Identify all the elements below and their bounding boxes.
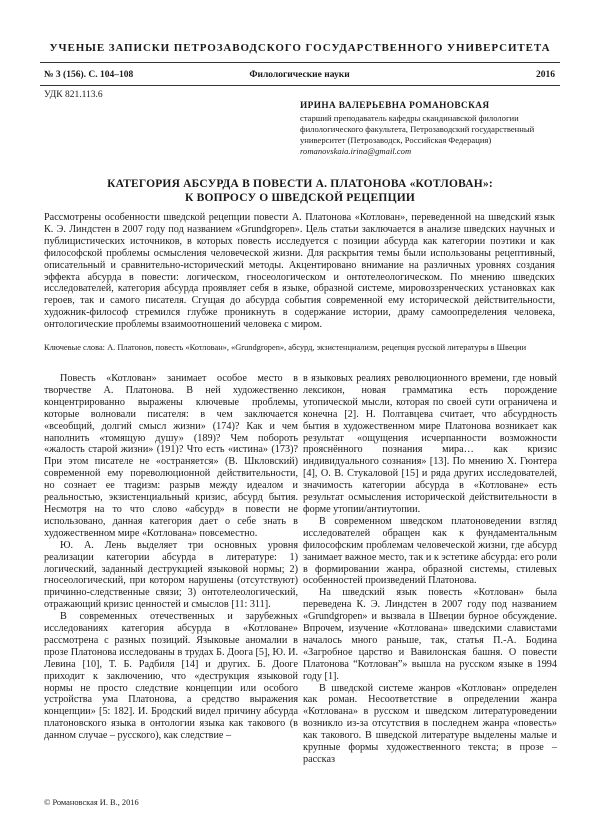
journal-title: УЧЕНЫЕ ЗАПИСКИ ПЕТРОЗАВОДСКОГО ГОСУДАРСТВЕННОГО УНИВЕРСИТЕТА bbox=[49, 42, 551, 54]
issue-year: 2016 bbox=[536, 70, 555, 80]
keywords: Ключевые слова: А. Платонов, повесть «Котлован», «Grundgropen», абсурд, экзистенциализм, рецепция русской литературы в Швеции bbox=[44, 343, 527, 352]
body-paragraph: Ю. А. Лень выделяет три основных уровня реализации категории абсурда в литературе: 1) логический, заданный деструкцией языковой нормы; 2) гносеологический, при котором нарушены (отсутствуют) причинно-следственные связи; 3) онтотелеологический, отражающий кризис ценностей и смыслов [11: 311]. bbox=[44, 539, 298, 611]
body-paragraph: В современных отечественных и зарубежных исследованиях категория абсурда в «Котловане» рассмотрена с разных позиций. Языковые аномалии в прозе Платонова исследованы в трудах Б. Доога [5], Ю. И. Левина [10], Т. Б. Радбиля [14] и других. Б. Дооге приходит к заключению, что «деструкция языковой нормы не просто следствие концепции или особого устройства ума Платонова, а средство выражения концепции» [5: 182]. И. Бродский видел причину абсурда платоновского языка в онтологии языка как такового (в данном случае – русского), как следствие – bbox=[44, 611, 298, 742]
author-affiliation: старший преподаватель кафедры скандинавской филологии филологического факультета, Петрозаводский государственный университет (Петрозаводск, Российская Федерация) bbox=[300, 113, 535, 145]
author-name: ИРИНА ВАЛЕРЬЕВНА РОМАНОВСКАЯ bbox=[300, 101, 490, 111]
header-rule-bottom bbox=[40, 85, 560, 86]
body-column-right bbox=[303, 373, 557, 766]
body-column-left bbox=[44, 373, 298, 742]
header-rule-top bbox=[40, 62, 560, 63]
author-email[interactable]: romanovskaia.irina@gmail.com bbox=[300, 146, 412, 156]
body-paragraph: В шведской системе жанров «Котлован» определен как роман. Несоответствие в определении жанра «Котлована» в русском и шведском литературоведении возникло из-за отсутствия в последнем жанра «повесть» как такового. В шведской литературе выделены малые и крупные формы художественного текста; в прозе – рассказ bbox=[303, 682, 557, 765]
copyright-notice: © Романовская И. В., 2016 bbox=[44, 798, 139, 807]
article-title-line-1: КАТЕГОРИЯ АБСУРДА В ПОВЕСТИ А. ПЛАТОНОВА «КОТЛОВАН»: bbox=[107, 178, 493, 190]
issue-number: № 3 (156). С. 104–108 bbox=[44, 70, 134, 80]
body-paragraph: в языковых реалиях революционного времени, где новый лексикон, новая грамматика есть порождение утопической мысли, которая по своей сути ограничена и конечна [2]. Н. Полтавцева считает, что абсурдность бытия в художественном мире Платонова возникает как результат «ощущения исчерпанности возможности прояснённого познания мира… как кризис индивидуального сознания» [13]. По мнению Х. Гюнтера [4], О. В. Стукаловой [15] и ряда других исследователей, значимость категории абсурда в «Котловане» есть результат осмысления исторической действительности в форме утопии/антиутопии. bbox=[303, 373, 557, 515]
author-block bbox=[300, 101, 558, 157]
article-title-line-2: К ВОПРОСУ О ШВЕДСКОЙ РЕЦЕПЦИИ bbox=[185, 191, 415, 204]
section-name: Филологические науки bbox=[249, 70, 350, 80]
body-paragraph: На шведский язык повесть «Котлован» была переведена К. Э. Линдстен в 2007 году под названием «Grundgropen» и вызвала в Швеции бурное обсуждение. Впрочем, изучение «Котлована» шведскими славистами началось много раньше, так, статья П.-А. Бодина «Загробное царство и Вавилонская башня. О повести Платонова “Котлован”» вышла на русском языке в 1994 году [1]. bbox=[303, 587, 557, 682]
abstract: Рассмотрены особенности шведской рецепции повести А. Платонова «Котлован», переведенной на шведский язык К. Э. Линдстен в 2007 году под названием «Grundgropen». Цель статьи заключается в анализе шведских научных и публицистических источников, в которых повесть исследуется с позиции абсурда как категории поэтики и как философской проблемы осмысления человеческой жизни. Для раскрытия темы были использованы рецептивный, описательный и сравнительно-исторический методы. Акцентировано внимание на различных уровнях создания эффекта абсурда в повести: логическом, гносеологическом и онтотелеологическом. По мнению шведских исследователей, категория абсурда проявляет себя в языке, образной системе, мировоззренческих установках как героев, так и самого писателя. Сгущая до абсурда события современной ему исторической действительности, художник-философ стремился глубже проникнуть в содержание истории, драму самоопределения человека, онтологические проблемы взаимоотношений человека с миром. bbox=[44, 212, 555, 331]
body-paragraph: В современном шведском платоноведении взгляд исследователей обращен как к фундаментальным философским проблемам человеческой жизни, где абсурд занимает важное место, так и к эстетике абсурда: его роли в формировании жанра, образной системы, стилевых особенностей произведений Платонова. bbox=[303, 515, 557, 587]
body-paragraph: Повесть «Котлован» занимает особое место в творчестве А. Платонова. В ней художественно концентрированно выражены ключевые проблемы, которые волновали писателя: в чем заключается «всеобщий, долгий смысл жизни» (174)? Как и чем наполнить «томящую душу» (189)? Чем побороть «жалость старой жизни» (191)? Что есть «истина» (173)? При этом писателе не «остраняется» (В. Шкловский) современной ему пореволюционной действительности, но сознает ее тragизм: разрыв между идеалом и реальностью, экзистенциальный кризис, абсурд бытия. Несмотря на то что слово «абсурд» в повести не использовано, данная категория дает о себе знать в художественном мире «Котлована» повсеместно. bbox=[44, 373, 298, 539]
udc-code: УДК 821.113.6 bbox=[44, 90, 103, 100]
article-title bbox=[60, 178, 540, 205]
